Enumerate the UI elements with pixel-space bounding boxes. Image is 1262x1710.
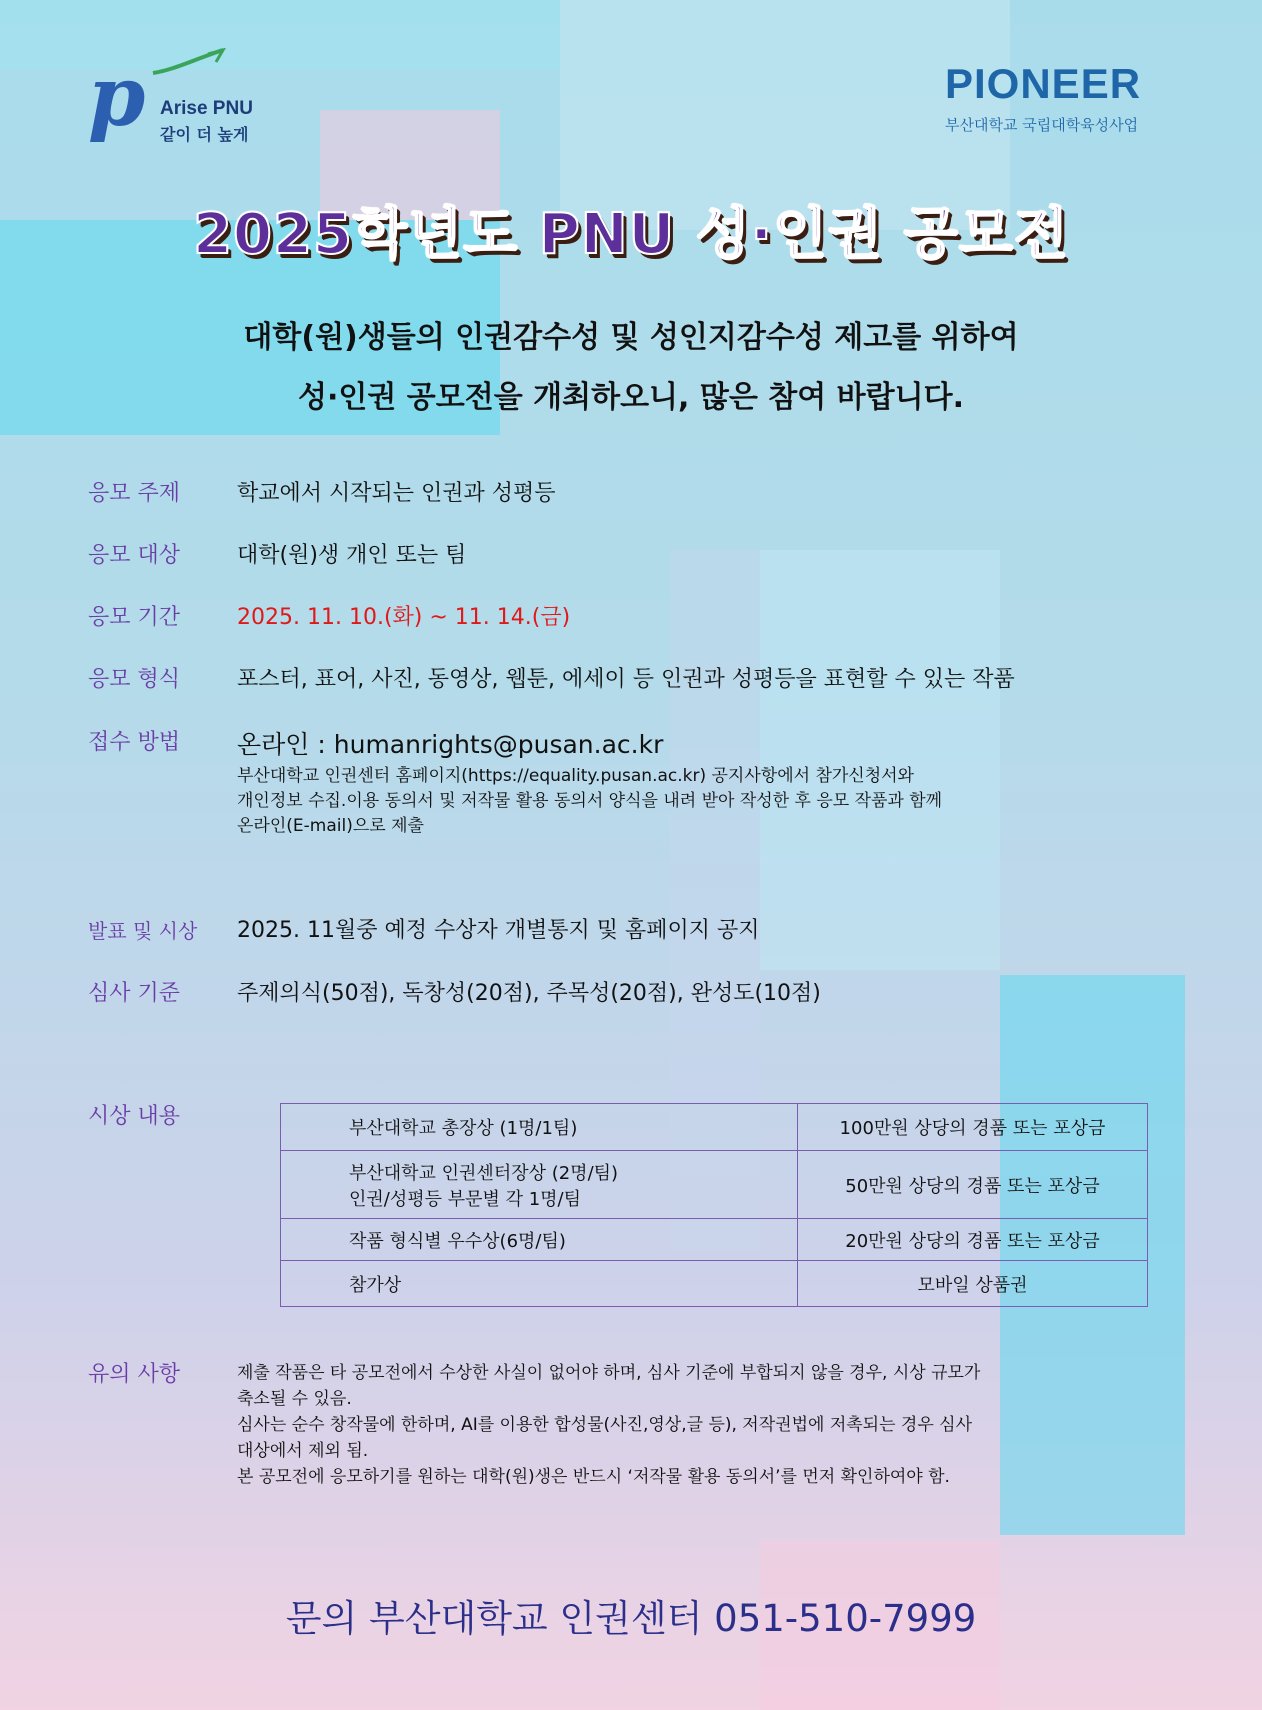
subtitle-line-1: 대학(원)생들의 인권감수성 및 성인지감수성 제고를 위하여 — [243, 320, 1019, 355]
note-line: 본 공모전에 응모하기를 원하는 대학(원)생은 반드시 ‘저작물 활용 동의서’를 먼저 확인하여야 함. — [237, 1467, 950, 1487]
pioneer-logo — [945, 60, 1185, 140]
target-label: 응모 대상 — [88, 543, 181, 568]
subtitle-line-2: 성·인권 공모전을 개최하오니, 많은 참여 바랍니다. — [297, 380, 964, 415]
award-name-cell — [281, 1151, 798, 1219]
criteria-label: 심사 기준 — [88, 981, 181, 1006]
period-value: 2025. 11. 10.(화) ~ 11. 14.(금) — [237, 605, 571, 630]
criteria-value: 주제의식(50점), 독창성(20점), 주목성(20점), 완성도(10점) — [237, 981, 821, 1006]
bg-block — [760, 550, 1000, 970]
note-line: 제출 작품은 타 공모전에서 수상한 사실이 없어야 하며, 심사 기준에 부합되지 않을 경우, 시상 규모가 — [237, 1363, 981, 1383]
format-label: 응모 형식 — [88, 667, 181, 692]
note-line: 심사는 순수 창작물에 한하며, AI를 이용한 합성물(사진,영상,글 등), 저작권법에 저촉되는 경우 심사 — [237, 1415, 972, 1435]
contact-footer: 문의 부산대학교 인권센터 051-510-7999 — [285, 1597, 977, 1640]
note-line: 대상에서 제외 됨. — [237, 1441, 369, 1461]
award-name-sub: 인권/성평등 부문별 각 1명/팀 — [349, 1188, 582, 1210]
award-name: 부산대학교 인권센터장상 (2명/팀) — [349, 1162, 619, 1184]
logo-mark: p — [88, 49, 146, 145]
logo-slogan: 같이 더 높게 — [160, 125, 249, 144]
award-prize: 100만원 상당의 경품 또는 포상금 — [798, 1104, 1148, 1151]
award-name: 참가상 — [281, 1261, 798, 1307]
period-label: 응모 기간 — [88, 605, 181, 630]
announce-value: 2025. 11월중 예정 수상자 개별통지 및 홈페이지 공지 — [237, 918, 760, 943]
method-label: 접수 방법 — [88, 730, 181, 755]
awards-label: 시상 내용 — [88, 1104, 181, 1129]
method-email: 온라인 : humanrights@pusan.ac.kr — [237, 730, 664, 759]
award-prize: 모바일 상품권 — [798, 1261, 1148, 1307]
award-prize: 20만원 상당의 경품 또는 포상금 — [798, 1219, 1148, 1261]
notes-label: 유의 사항 — [88, 1362, 181, 1387]
method-detail-line: 온라인(E-mail)으로 제출 — [237, 816, 424, 836]
announce-label: 발표 및 시상 — [88, 919, 198, 943]
table-row — [281, 1104, 1148, 1151]
method-detail — [237, 764, 1157, 839]
logo-text: PIONEER — [945, 60, 1142, 107]
award-prize: 50만원 상당의 경품 또는 포상금 — [798, 1151, 1148, 1219]
page-title: 2025학년도 PNU 성·인권 공모전 — [193, 202, 1069, 267]
bg-block — [0, 0, 560, 70]
method-detail-line: 개인정보 수집.이용 동의서 및 저작물 활용 동의서 양식을 내려 받아 작성한 후 응모 작품과 함께 — [237, 791, 943, 811]
table-row — [281, 1219, 1148, 1261]
notes-text — [237, 1360, 1157, 1490]
award-name: 부산대학교 총장상 (1명/1팀) — [281, 1104, 798, 1151]
leaf-icon — [148, 48, 228, 78]
table-row — [281, 1261, 1148, 1307]
arise-pnu-logo — [88, 48, 278, 148]
awards-table — [280, 1103, 1148, 1307]
logo-text: Arise PNU — [160, 98, 253, 119]
logo-subtext: 부산대학교 국립대학육성사업 — [945, 116, 1139, 134]
award-name: 작품 형식별 우수상(6명/팀) — [281, 1219, 798, 1261]
target-value: 대학(원)생 개인 또는 팀 — [237, 543, 467, 568]
note-line: 축소될 수 있음. — [237, 1389, 352, 1409]
topic-label: 응모 주제 — [88, 481, 181, 506]
format-value: 포스터, 표어, 사진, 동영상, 웹툰, 에세이 등 인권과 성평등을 표현할 수 있는 작품 — [237, 667, 1015, 692]
table-row — [281, 1151, 1148, 1219]
topic-value: 학교에서 시작되는 인권과 성평등 — [237, 481, 556, 506]
method-detail-line: 부산대학교 인권센터 홈페이지(https://equality.pusan.ac.kr) 공지사항에서 참가신청서와 — [237, 766, 914, 786]
